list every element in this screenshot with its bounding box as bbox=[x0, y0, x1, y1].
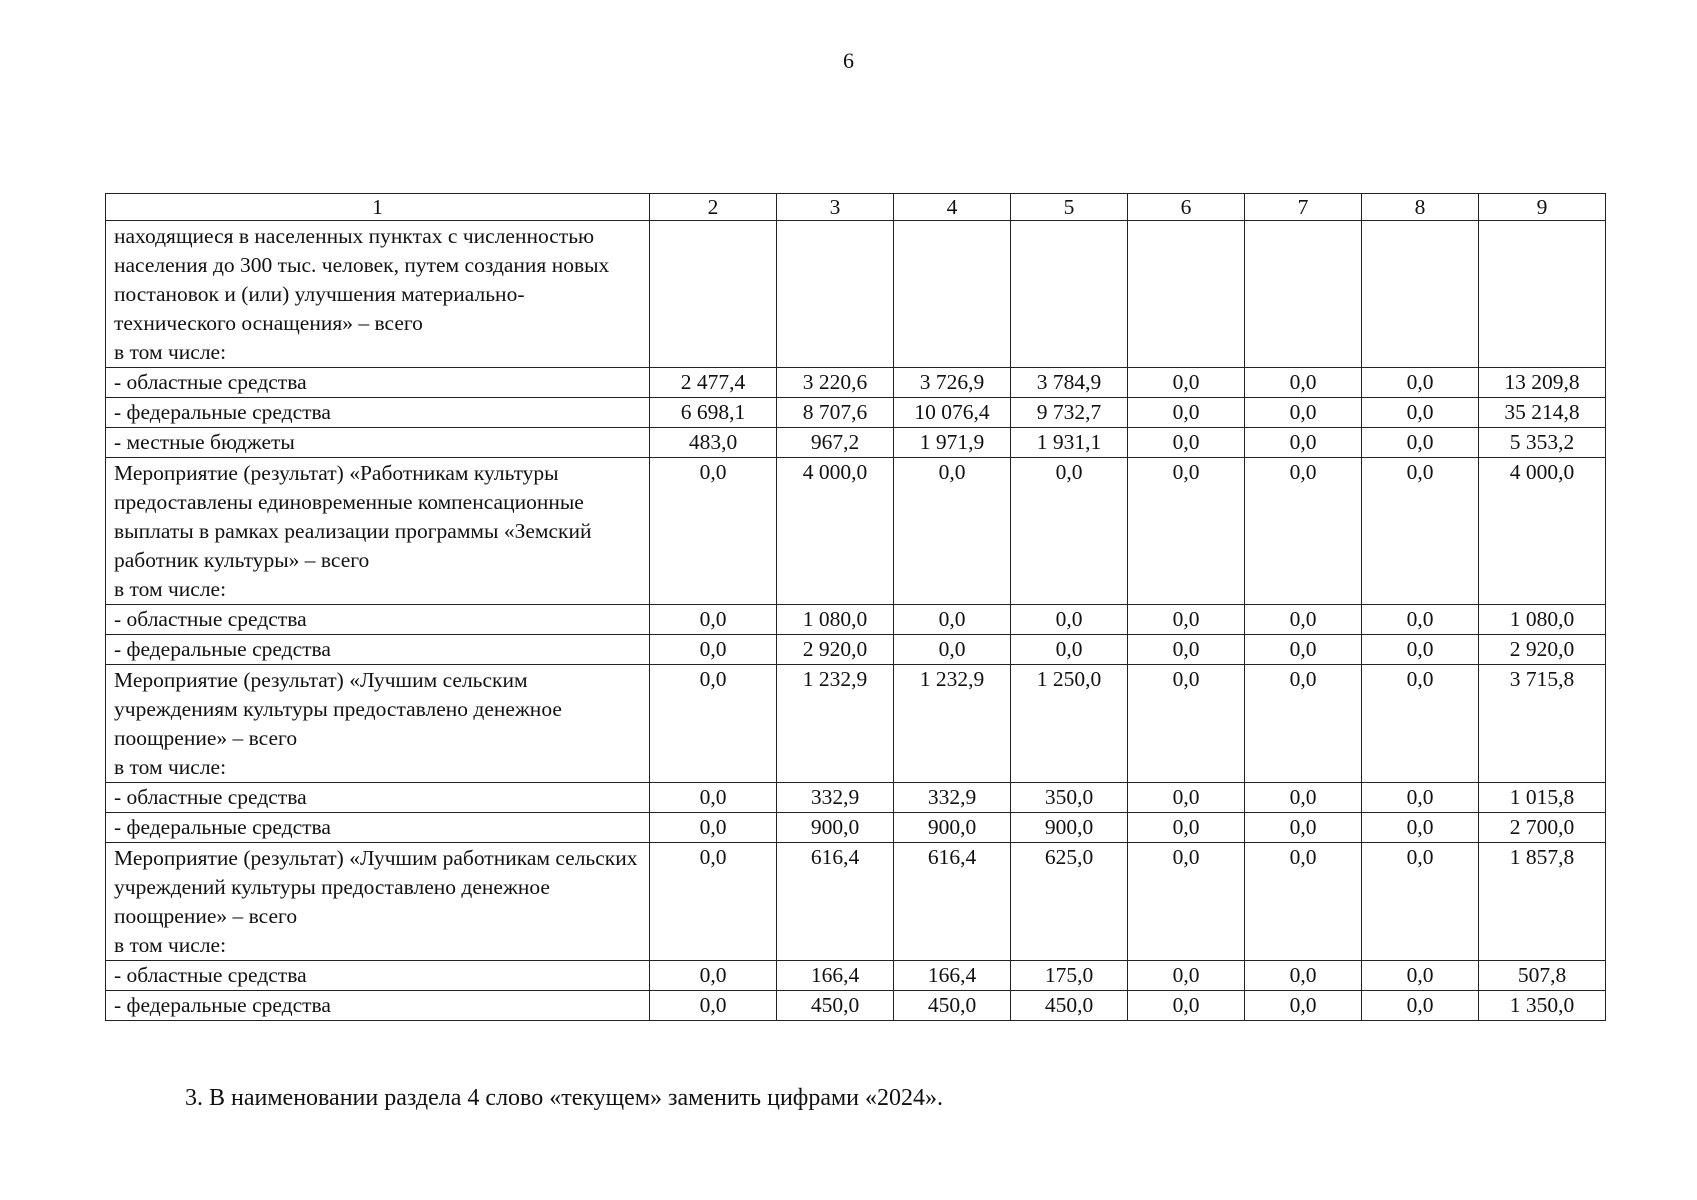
value-cell bbox=[650, 221, 777, 368]
value-cell: 1 232,9 bbox=[777, 665, 894, 783]
value-cell: 0,0 bbox=[1128, 843, 1245, 961]
value-cell: 332,9 bbox=[894, 783, 1011, 813]
value-cell: 0,0 bbox=[894, 635, 1011, 665]
column-header: 7 bbox=[1245, 194, 1362, 221]
table-row-measure bbox=[106, 221, 1606, 368]
value-cell: 0,0 bbox=[1128, 605, 1245, 635]
value-cell: 1 080,0 bbox=[777, 605, 894, 635]
value-cell: 0,0 bbox=[1245, 783, 1362, 813]
value-cell: 13 209,8 bbox=[1479, 368, 1606, 398]
footer-text: 3. В наименовании раздела 4 слово «текущем» заменить цифрами «2024». bbox=[185, 1085, 944, 1111]
value-cell: 166,4 bbox=[777, 961, 894, 991]
table-body bbox=[106, 221, 1606, 1021]
value-cell: 900,0 bbox=[1011, 813, 1128, 843]
value-cell: 0,0 bbox=[1011, 605, 1128, 635]
row-label: Мероприятие (результат) «Лучшим сельским учреждениям культуры предоставлено денежное поощрение» – всего в том числе: bbox=[106, 665, 650, 783]
value-cell: 10 076,4 bbox=[894, 398, 1011, 428]
row-label: - областные средства bbox=[106, 605, 650, 635]
value-cell: 0,0 bbox=[1245, 605, 1362, 635]
value-cell: 0,0 bbox=[1362, 991, 1479, 1021]
value-cell: 450,0 bbox=[1011, 991, 1128, 1021]
value-cell: 450,0 bbox=[894, 991, 1011, 1021]
value-cell: 616,4 bbox=[894, 843, 1011, 961]
table-row-source bbox=[106, 635, 1606, 665]
table-row-source bbox=[106, 605, 1606, 635]
value-cell: 0,0 bbox=[650, 961, 777, 991]
column-header: 8 bbox=[1362, 194, 1479, 221]
budget-table bbox=[105, 193, 1606, 1021]
value-cell: 1 350,0 bbox=[1479, 991, 1606, 1021]
value-cell: 0,0 bbox=[1245, 635, 1362, 665]
value-cell: 1 232,9 bbox=[894, 665, 1011, 783]
value-cell: 0,0 bbox=[1362, 428, 1479, 458]
value-cell bbox=[777, 221, 894, 368]
value-cell: 0,0 bbox=[1128, 428, 1245, 458]
value-cell: 0,0 bbox=[650, 605, 777, 635]
column-header: 5 bbox=[1011, 194, 1128, 221]
value-cell: 0,0 bbox=[894, 605, 1011, 635]
value-cell: 0,0 bbox=[1362, 783, 1479, 813]
value-cell: 0,0 bbox=[1128, 665, 1245, 783]
column-header: 6 bbox=[1128, 194, 1245, 221]
value-cell: 0,0 bbox=[650, 991, 777, 1021]
value-cell: 1 015,8 bbox=[1479, 783, 1606, 813]
row-label: находящиеся в населенных пунктах с численностью населения до 300 тыс. человек, путем создания новых постановок и (или) улучшения материально-технического оснащения» – всего в том числе: bbox=[106, 221, 650, 368]
value-cell: 0,0 bbox=[1362, 665, 1479, 783]
value-cell: 175,0 bbox=[1011, 961, 1128, 991]
value-cell: 0,0 bbox=[1245, 398, 1362, 428]
table-row-source bbox=[106, 428, 1606, 458]
value-cell: 0,0 bbox=[1362, 961, 1479, 991]
value-cell: 5 353,2 bbox=[1479, 428, 1606, 458]
table-row-source bbox=[106, 398, 1606, 428]
row-label: - областные средства bbox=[106, 368, 650, 398]
column-header: 2 bbox=[650, 194, 777, 221]
value-cell: 1 857,8 bbox=[1479, 843, 1606, 961]
value-cell: 3 726,9 bbox=[894, 368, 1011, 398]
value-cell: 166,4 bbox=[894, 961, 1011, 991]
row-label: Мероприятие (результат) «Работникам культуры предоставлены единовременные компенсационные выплаты в рамках реализации программы «Земский работник культуры» – всего в том числе: bbox=[106, 458, 650, 605]
value-cell: 4 000,0 bbox=[777, 458, 894, 605]
value-cell: 483,0 bbox=[650, 428, 777, 458]
value-cell: 2 920,0 bbox=[1479, 635, 1606, 665]
value-cell: 0,0 bbox=[1362, 398, 1479, 428]
value-cell: 507,8 bbox=[1479, 961, 1606, 991]
table-row-measure bbox=[106, 665, 1606, 783]
value-cell: 0,0 bbox=[1128, 813, 1245, 843]
value-cell: 0,0 bbox=[1128, 635, 1245, 665]
row-label: - федеральные средства bbox=[106, 991, 650, 1021]
value-cell: 0,0 bbox=[650, 813, 777, 843]
value-cell: 0,0 bbox=[1245, 665, 1362, 783]
value-cell: 900,0 bbox=[894, 813, 1011, 843]
value-cell: 0,0 bbox=[1011, 635, 1128, 665]
value-cell: 0,0 bbox=[894, 458, 1011, 605]
value-cell: 0,0 bbox=[1245, 961, 1362, 991]
value-cell: 0,0 bbox=[1245, 458, 1362, 605]
value-cell: 350,0 bbox=[1011, 783, 1128, 813]
value-cell: 0,0 bbox=[1362, 458, 1479, 605]
value-cell: 35 214,8 bbox=[1479, 398, 1606, 428]
row-label: - местные бюджеты bbox=[106, 428, 650, 458]
value-cell: 0,0 bbox=[650, 843, 777, 961]
value-cell: 0,0 bbox=[1362, 813, 1479, 843]
column-header: 3 bbox=[777, 194, 894, 221]
row-label: - федеральные средства bbox=[106, 813, 650, 843]
value-cell: 625,0 bbox=[1011, 843, 1128, 961]
value-cell: 1 971,9 bbox=[894, 428, 1011, 458]
value-cell: 0,0 bbox=[1245, 368, 1362, 398]
value-cell: 967,2 bbox=[777, 428, 894, 458]
row-label: - областные средства bbox=[106, 961, 650, 991]
value-cell: 0,0 bbox=[1362, 605, 1479, 635]
value-cell: 0,0 bbox=[650, 635, 777, 665]
value-cell: 0,0 bbox=[1128, 458, 1245, 605]
value-cell: 1 250,0 bbox=[1011, 665, 1128, 783]
table-row-measure bbox=[106, 458, 1606, 605]
value-cell: 0,0 bbox=[650, 458, 777, 605]
value-cell: 2 920,0 bbox=[777, 635, 894, 665]
value-cell: 0,0 bbox=[1245, 843, 1362, 961]
value-cell: 900,0 bbox=[777, 813, 894, 843]
table-row-source bbox=[106, 961, 1606, 991]
value-cell: 2 477,4 bbox=[650, 368, 777, 398]
value-cell bbox=[894, 221, 1011, 368]
value-cell: 0,0 bbox=[650, 665, 777, 783]
value-cell bbox=[1479, 221, 1606, 368]
value-cell: 0,0 bbox=[1128, 961, 1245, 991]
column-header: 9 bbox=[1479, 194, 1606, 221]
value-cell bbox=[1362, 221, 1479, 368]
table-row-source bbox=[106, 783, 1606, 813]
table-row-source bbox=[106, 368, 1606, 398]
value-cell: 3 220,6 bbox=[777, 368, 894, 398]
value-cell bbox=[1128, 221, 1245, 368]
value-cell: 0,0 bbox=[1245, 991, 1362, 1021]
table-row-measure bbox=[106, 843, 1606, 961]
value-cell: 2 700,0 bbox=[1479, 813, 1606, 843]
value-cell: 0,0 bbox=[1128, 398, 1245, 428]
value-cell: 450,0 bbox=[777, 991, 894, 1021]
column-header: 4 bbox=[894, 194, 1011, 221]
value-cell: 8 707,6 bbox=[777, 398, 894, 428]
row-label: Мероприятие (результат) «Лучшим работникам сельских учреждений культуры предоставлено денежное поощрение» – всего в том числе: bbox=[106, 843, 650, 961]
value-cell: 6 698,1 bbox=[650, 398, 777, 428]
row-label: - областные средства bbox=[106, 783, 650, 813]
value-cell: 0,0 bbox=[1128, 783, 1245, 813]
value-cell: 0,0 bbox=[1362, 843, 1479, 961]
value-cell: 332,9 bbox=[777, 783, 894, 813]
table-row-source bbox=[106, 991, 1606, 1021]
value-cell: 0,0 bbox=[1245, 813, 1362, 843]
value-cell: 0,0 bbox=[1245, 428, 1362, 458]
value-cell: 3 784,9 bbox=[1011, 368, 1128, 398]
value-cell: 1 931,1 bbox=[1011, 428, 1128, 458]
row-label: - федеральные средства bbox=[106, 635, 650, 665]
value-cell: 0,0 bbox=[1011, 458, 1128, 605]
page-number: 6 bbox=[843, 48, 854, 73]
value-cell bbox=[1011, 221, 1128, 368]
column-header: 1 bbox=[106, 194, 650, 221]
value-cell: 0,0 bbox=[1362, 635, 1479, 665]
value-cell: 0,0 bbox=[1128, 991, 1245, 1021]
value-cell: 4 000,0 bbox=[1479, 458, 1606, 605]
table-row-source bbox=[106, 813, 1606, 843]
value-cell bbox=[1245, 221, 1362, 368]
value-cell: 616,4 bbox=[777, 843, 894, 961]
value-cell: 0,0 bbox=[650, 783, 777, 813]
value-cell: 1 080,0 bbox=[1479, 605, 1606, 635]
row-label: - федеральные средства bbox=[106, 398, 650, 428]
value-cell: 3 715,8 bbox=[1479, 665, 1606, 783]
value-cell: 0,0 bbox=[1128, 368, 1245, 398]
value-cell: 0,0 bbox=[1362, 368, 1479, 398]
value-cell: 9 732,7 bbox=[1011, 398, 1128, 428]
header-row bbox=[106, 194, 1606, 221]
